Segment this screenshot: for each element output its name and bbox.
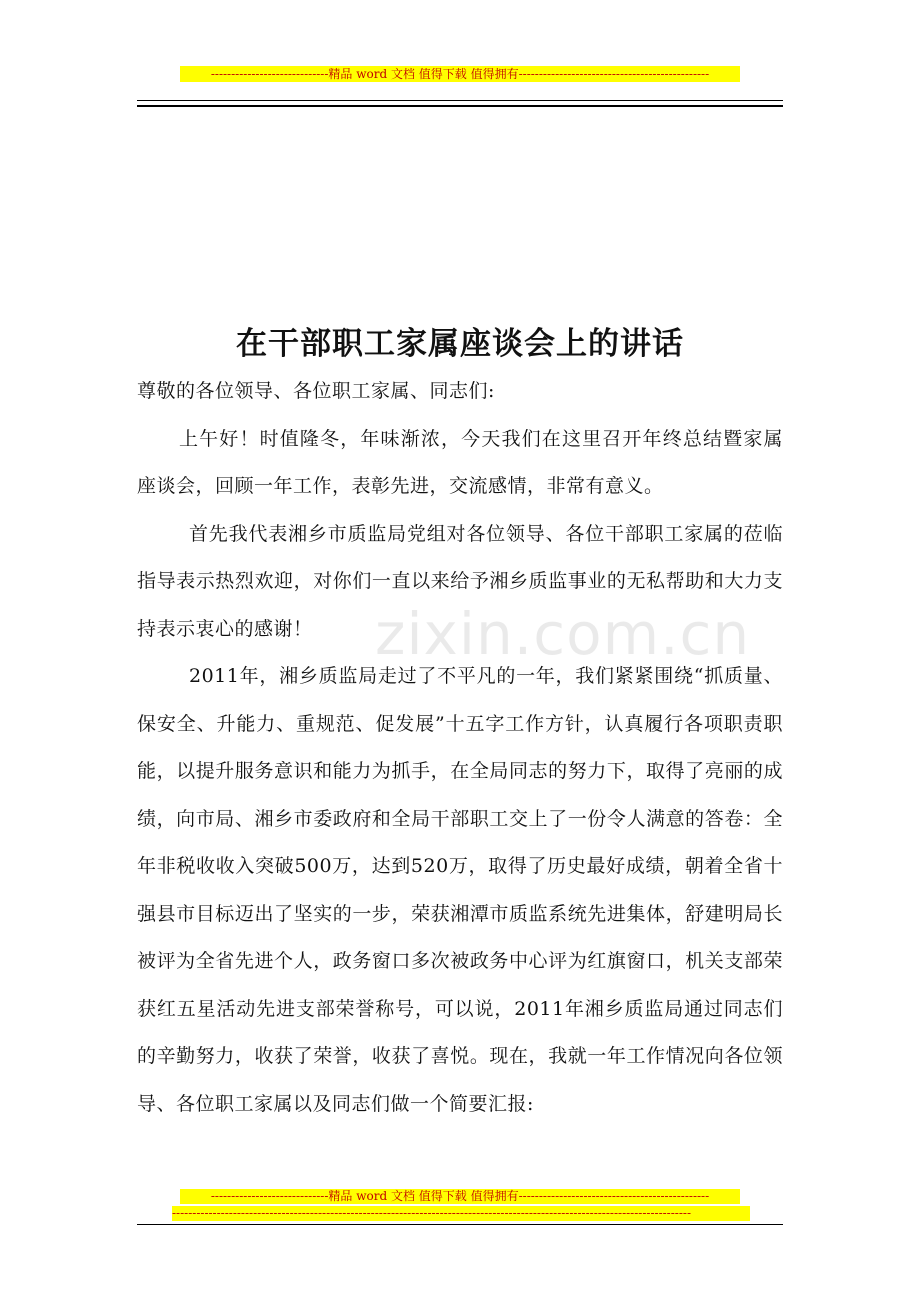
paragraph-thanks: 首先我代表湘乡市质监局党组对各位领导、各位干部职工家属的莅临指导表示热烈欢迎，对你们一直以来给予湘乡质监事业的无私帮助和大力支持表示衷心的感谢！ [137,522,783,640]
document-title: 在干部职工家属座谈会上的讲话 [236,326,684,362]
header-rule-thick [137,105,783,107]
paragraph-greeting: 上午好！时值隆冬，年味渐浓，今天我们在这里召开年终总结暨家属座谈会，回顾一年工作，表彰先进，交流感情，非常有意义。 [137,427,783,497]
header-banner: -----------------------------精品 word 文档 值得下载 值得拥有----------------------------------------------- [180,66,740,82]
footer-banner: -----------------------------精品 word 文档 值得下载 值得拥有----------------------------------------------- [180,1189,740,1204]
document-body [137,368,783,1128]
footer-rule [137,1224,783,1225]
watermark: zixin.com.cn [375,600,751,668]
header-rule-thin [137,100,783,101]
footer-dash-line: -------------------------------------------------------------------------------------------------------------------------------- [172,1206,750,1221]
paragraph-review: 2011年，湘乡质监局走过了不平凡的一年，我们紧紧围绕“抓质量、保安全、升能力、重规范、促发展”十五字工作方针，认真履行各项职责职能，以提升服务意识和能力为抓手，在全局同志的努力下，取得了亮丽的成绩，向市局、湘乡市委政府和全局干部职工交上了一份令人满意的答卷：全年非税收收入突破500万，达到520万，取得了历史最好成绩，朝着全省十强县市目标迈出了坚实的一步，荣获湘潭市质监系统先进集体，舒建明局长被评为全省先进个人，政务窗口多次被政务中心评为红旗窗口，机关支部荣获红五星活动先进支部荣誉称号，可以说，2011年湘乡质监局通过同志们的辛勤努力，收获了荣誉，收获了喜悦。现在，我就一年工作情况向各位领导、各位职工家属以及同志们做一个简要汇报: [137,665,783,1115]
salutation: 尊敬的各位领导、各位职工家属、同志们: [137,380,495,402]
